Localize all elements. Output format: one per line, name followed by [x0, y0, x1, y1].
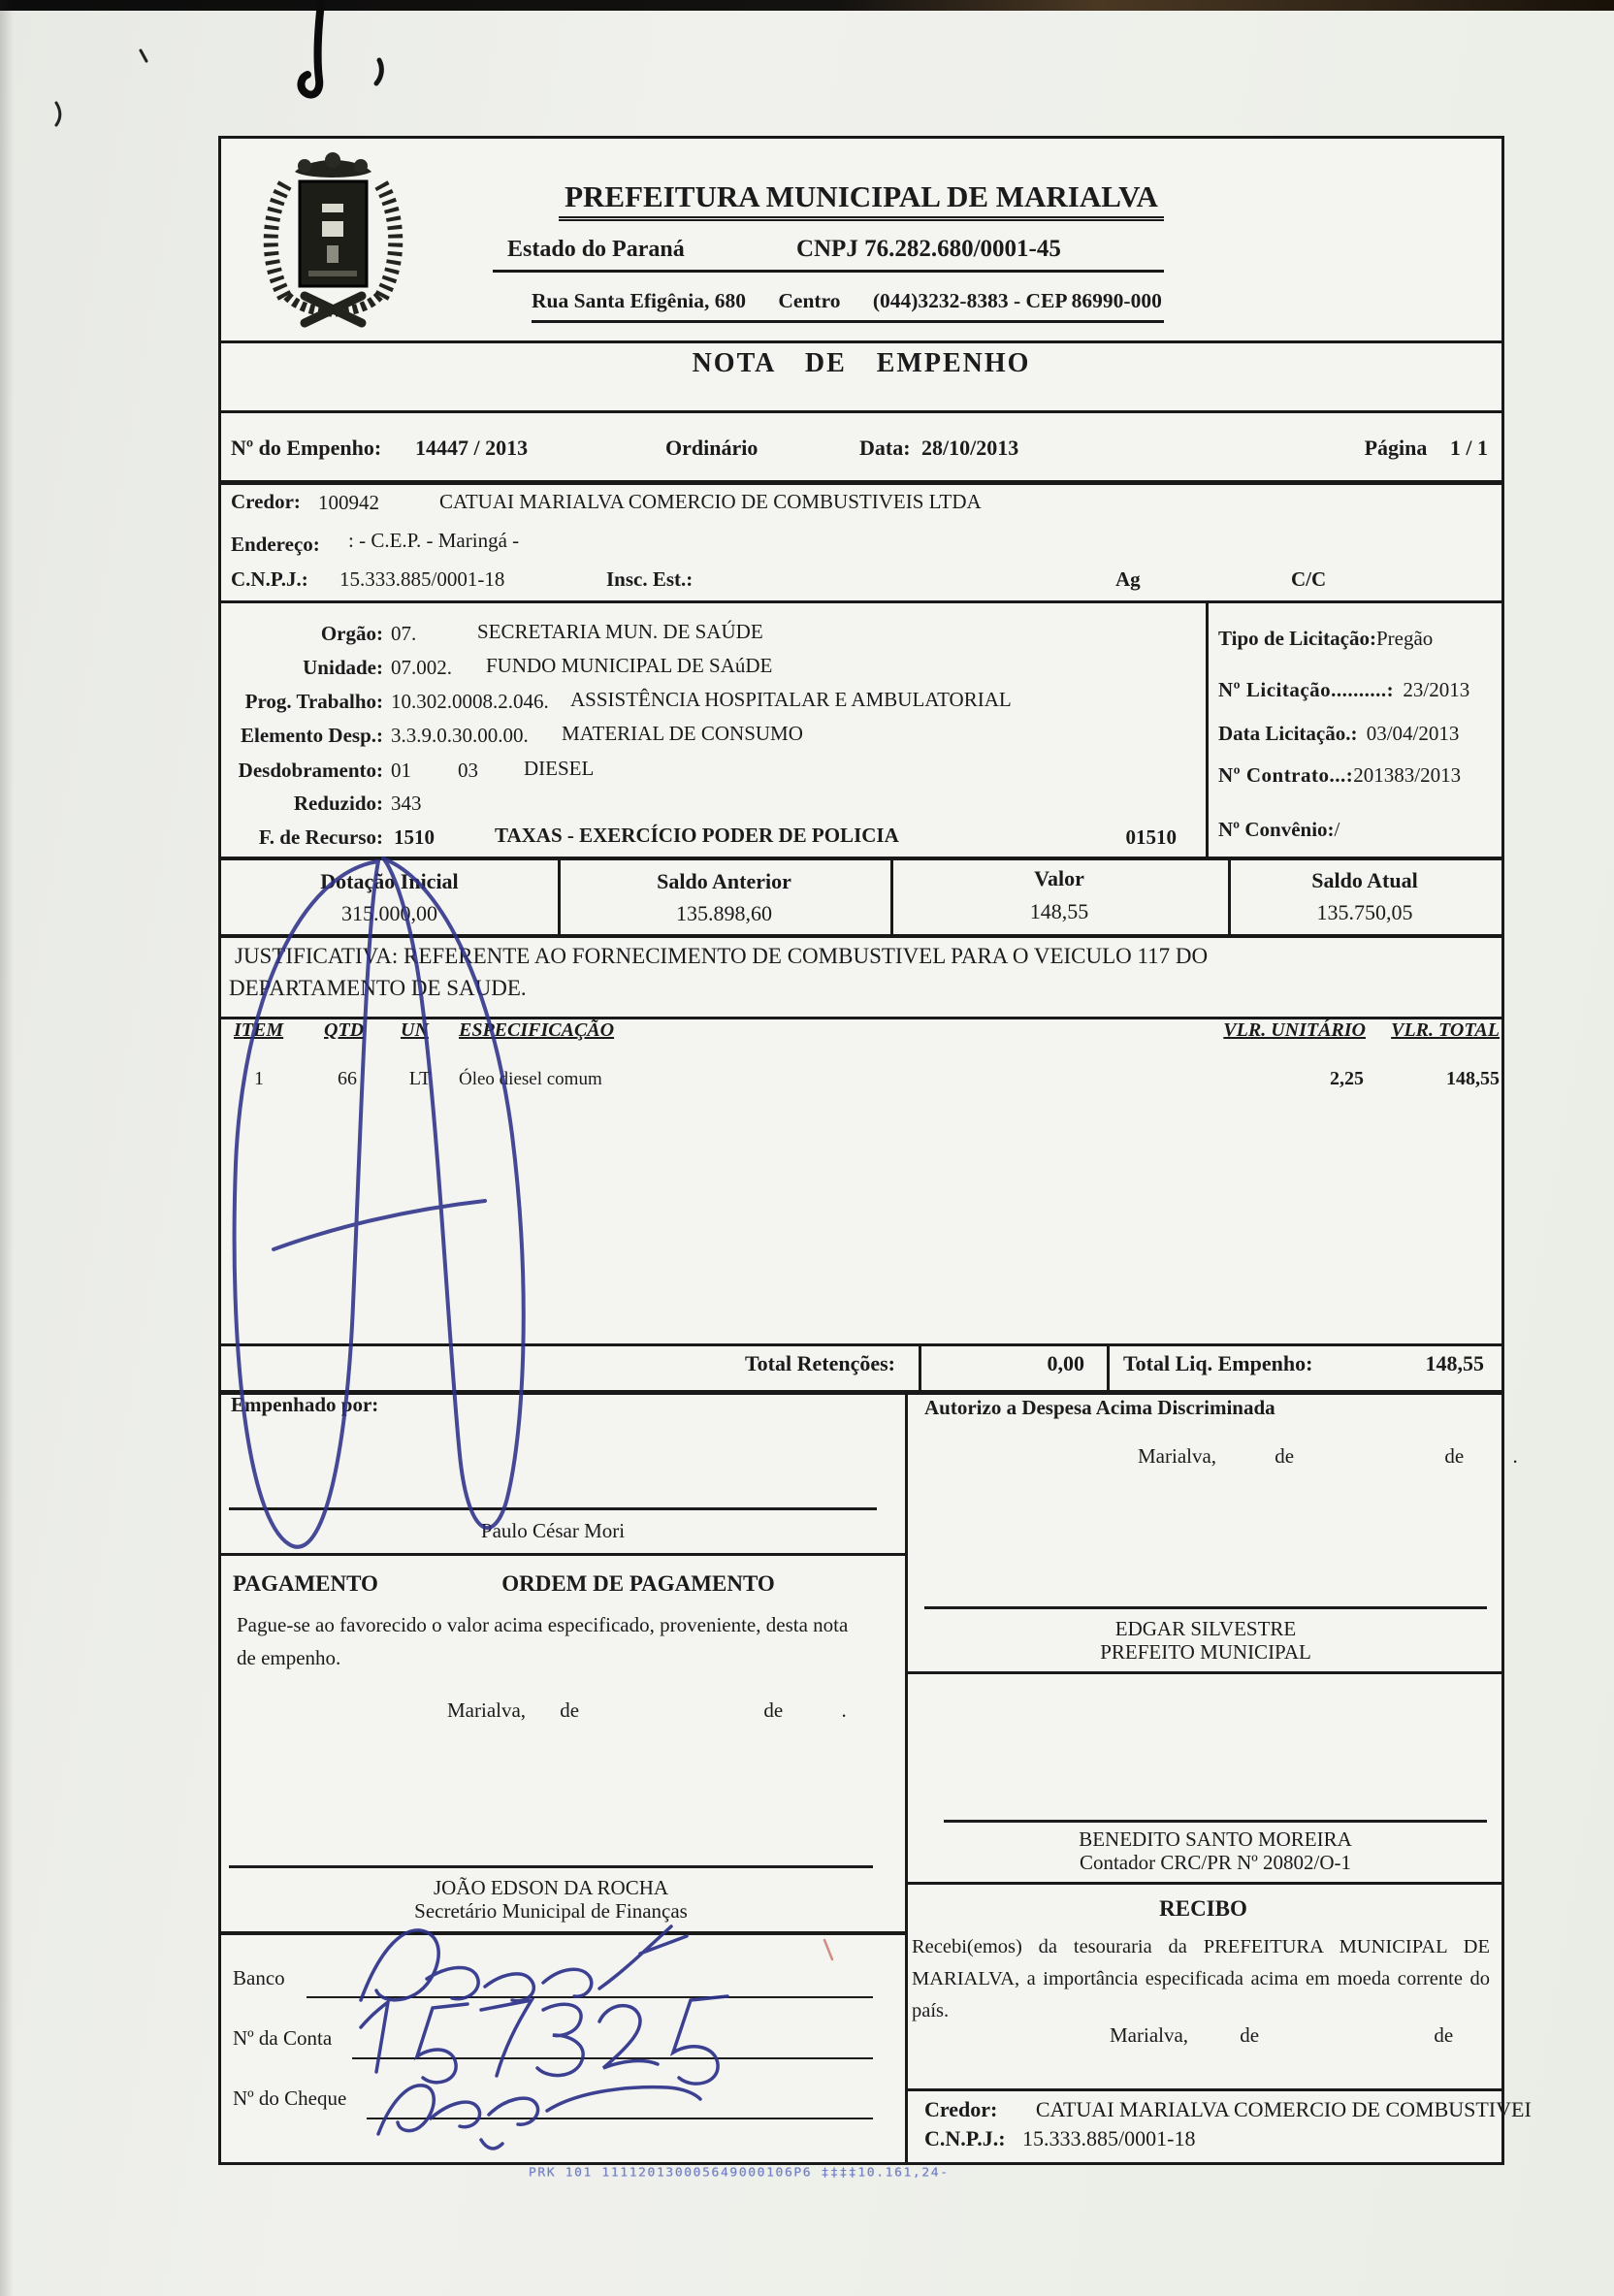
accountant-name: BENEDITO SANTO MOREIRA	[1079, 1827, 1352, 1851]
amount-col-header: Saldo Atual	[1311, 868, 1418, 892]
recibo-title: RECIBO	[1159, 1896, 1247, 1921]
nota-de-empenho-form	[218, 136, 1532, 2165]
budget-row-label: Unidade:	[303, 656, 383, 679]
budget-row-code: 343	[391, 792, 422, 815]
accountant-role: Contador CRC/PR Nº 20802/O-1	[1079, 1851, 1352, 1874]
dateline-city: Marialva,	[447, 1698, 527, 1722]
fonte-recurso-code: 01510	[1125, 825, 1177, 849]
dateline-de: de	[763, 1698, 784, 1722]
cc-label: C/C	[1291, 567, 1327, 591]
header-separator	[221, 340, 1501, 343]
dateline-de: de	[1240, 2023, 1260, 2047]
dateline-de: de	[1434, 2023, 1454, 2047]
empenho-type: Ordinário	[665, 436, 759, 460]
recibo-top-line	[905, 1882, 1501, 1885]
bottom-section-divider	[905, 1395, 908, 2162]
pagamento-dateline	[447, 1698, 847, 1723]
header-title-wrap	[425, 179, 1298, 214]
licitacao-contrato	[1218, 763, 1461, 788]
creditor-code: 100942	[318, 491, 379, 514]
signature-line	[229, 1507, 877, 1510]
bottom-credor-label: Credor:	[924, 2097, 998, 2121]
pagamento-top-line	[221, 1553, 905, 1556]
finance-secretary-name: JOÃO EDSON DA ROCHA	[433, 1876, 669, 1899]
budget-row-label: Reduzido:	[293, 792, 383, 815]
ordem-pagamento-title: ORDEM DE PAGAMENTO	[501, 1571, 775, 1596]
pagamento-title: PAGAMENTO	[233, 1571, 378, 1596]
banco-fill-line	[307, 1996, 873, 1998]
budget-row-code: 07.	[391, 622, 417, 645]
amount-col-value: 148,55	[1029, 899, 1089, 923]
dateline-de: de	[1444, 1444, 1465, 1468]
item-row-qtd: 66	[338, 1068, 357, 1089]
ink-speck-left	[141, 50, 146, 61]
licitacao-numero-label: Nº Licitação..........:	[1218, 678, 1395, 701]
empenho-number-label: Nº do Empenho:	[231, 436, 382, 460]
licitacao-contrato-label: Nº Contrato...:	[1218, 763, 1354, 787]
budget-row-code: 1510	[394, 825, 435, 849]
cheque-label: Nº do Cheque	[233, 2086, 347, 2110]
creditor-name: CATUAI MARIALVA COMERCIO DE COMBUSTIVEIS LTDA	[439, 490, 982, 513]
budget-row-code2: 03	[458, 759, 478, 782]
creditor-cnpj-label: C.N.P.J.:	[231, 567, 308, 591]
conta-fill-line	[352, 2057, 873, 2059]
licitacao-contrato-value: 201383/2013	[1353, 763, 1462, 787]
doc-title: NOTA DE EMPENHO	[692, 348, 1031, 378]
creditor-label: Credor:	[231, 490, 301, 513]
totals-divider-1	[919, 1346, 921, 1390]
total-retencoes-label: Total Retenções:	[745, 1351, 895, 1375]
licitacao-tipo	[1218, 627, 1433, 651]
machine-validation-print: PRK 101 111120130005649000106P6 ‡‡‡‡10.161,24-	[529, 2166, 950, 2181]
budget-row-label: Prog. Trabalho:	[244, 690, 383, 713]
item-col-header-qtd: QTD	[324, 1019, 365, 1041]
dateline-city: Marialva,	[1138, 1444, 1217, 1468]
autorizo-dateline	[1138, 1444, 1518, 1469]
mayor-role: PREFEITO MUNICIPAL	[1100, 1640, 1311, 1664]
page-indicator	[1365, 436, 1488, 461]
bottom-cnpj-label: C.N.P.J.:	[924, 2126, 1006, 2150]
item-row-unit-price: 2,25	[1330, 1068, 1364, 1089]
phone-cep-text: (044)3232-8383 - CEP 86990-000	[872, 289, 1162, 312]
total-liq-value: 148,55	[1425, 1351, 1484, 1375]
justification-line1: JUSTIFICATIVA: REFERENTE AO FORNECIMENTO DE COMBUSTIVEL PARA O VEICULO 117 DO	[235, 944, 1209, 968]
ink-j-mark	[301, 2, 321, 95]
justification-line2: DEPARTAMENTO DE SAUDE.	[229, 976, 527, 1000]
bottom-cnpj-row	[924, 2126, 1195, 2151]
amount-col-header: Valor	[1034, 866, 1084, 890]
scan-top-edge-artifact	[0, 0, 1614, 11]
budget-row-desc: MATERIAL DE CONSUMO	[562, 722, 803, 745]
insc-est-label: Insc. Est.:	[606, 567, 694, 591]
recibo-dateline	[1110, 2023, 1453, 2048]
item-col-header-vlr-total: VLR. TOTAL	[1391, 1019, 1500, 1041]
recibo-text: Recebi(emos) da tesouraria da PREFEITURA MUNICIPAL DE MARIALVA, a importância especificada acima em moeda corrente do país.	[912, 1936, 1490, 2021]
budget-row-code: 07.002.	[391, 656, 452, 679]
empenhado-por-label: Empenhado por:	[231, 1393, 379, 1416]
total-retencoes-value: 0,00	[1047, 1351, 1084, 1375]
header-cnpj: CNPJ 76.282.680/0001-45	[795, 236, 1061, 262]
street-text: Rua Santa Efigênia, 680	[532, 289, 747, 312]
budget-row-desc: ASSISTÊNCIA HOSPITALAR E AMBULATORIAL	[570, 688, 1012, 711]
creditor-bottom-line	[221, 600, 1501, 603]
dateline-dot: .	[1512, 1444, 1518, 1468]
licitacao-tipo-label: Tipo de Licitação:	[1218, 627, 1376, 650]
dateline-de: de	[1275, 1444, 1295, 1468]
item-row-number: 1	[254, 1068, 264, 1089]
bottom-credor-row	[924, 2097, 1532, 2122]
amount-col-header: Saldo Anterior	[657, 869, 791, 893]
budget-row-label: Orgão:	[320, 622, 383, 645]
dateline-de: de	[560, 1698, 580, 1722]
mayor-name: EDGAR SILVESTRE	[1114, 1617, 1297, 1640]
budget-row-desc: FUNDO MUNICIPAL DE SAúDE	[486, 654, 773, 677]
cheque-fill-line	[367, 2118, 873, 2119]
signature-line	[924, 1606, 1487, 1609]
bottom-credor-top-line	[905, 2088, 1501, 2091]
autorizo-title: Autorizo a Despesa Acima Discriminada	[924, 1396, 1275, 1419]
budget-row-label: Elemento Desp.:	[241, 724, 383, 747]
licitacao-convenio	[1218, 818, 1340, 842]
page-value: 1 / 1	[1449, 436, 1488, 460]
totals-divider-2	[1107, 1346, 1110, 1390]
budget-row-label: F. de Recurso:	[258, 825, 383, 849]
budget-bottom-line	[221, 857, 1501, 860]
amount-col-header: Dotação Inicial	[320, 869, 459, 893]
ag-label: Ag	[1115, 567, 1141, 591]
dateline-city: Marialva,	[1110, 2023, 1189, 2047]
licitacao-tipo-value: Pregão	[1375, 627, 1434, 650]
licitacao-convenio-label: Nº Convênio:	[1218, 818, 1335, 841]
ink-speck-corner	[56, 103, 60, 125]
conta-label: Nº da Conta	[233, 2026, 333, 2050]
ordem-pagamento-text: Pague-se ao favorecido o valor acima especificado, proveniente, desta nota de empenho.	[237, 1613, 849, 1669]
licitacao-convenio-value: /	[1334, 818, 1340, 841]
page-label: Página	[1364, 436, 1428, 460]
district-text: Centro	[778, 289, 841, 312]
finance-secretary-role: Secretário Municipal de Finanças	[414, 1899, 688, 1923]
cheque-section-top-line	[221, 1931, 905, 1935]
page-title: PREFEITURA MUNICIPAL DE MARIALVA	[559, 179, 1164, 221]
state-label: Estado do Paraná	[507, 237, 685, 262]
licitacao-numero	[1218, 678, 1469, 702]
budget-row-code: 01	[391, 759, 411, 782]
amount-col-value: 135.750,05	[1316, 900, 1413, 924]
budget-row-desc: SECRETARIA MUN. DE SAÚDE	[477, 620, 763, 643]
amount-col-value: 315.000,00	[341, 901, 437, 925]
item-row-un: LT	[408, 1068, 432, 1089]
total-liq-label: Total Liq. Empenho:	[1123, 1351, 1313, 1375]
banco-label: Banco	[233, 1966, 285, 1989]
scan-left-edge-shadow	[0, 0, 14, 2296]
item-row-total: 148,55	[1446, 1068, 1500, 1089]
budget-row-code: 10.302.0008.2.046.	[391, 690, 549, 713]
amount-col-value: 135.898,60	[676, 901, 772, 925]
budget-row-code: 3.3.9.0.30.00.00.	[391, 724, 529, 747]
doc-title-bottom-line	[221, 410, 1501, 413]
bottom-cnpj-value: 15.333.885/0001-18	[1022, 2126, 1196, 2150]
empenho-number-value: 14447 / 2013	[415, 436, 529, 460]
signature-line	[229, 1865, 873, 1868]
ink-apostrophe-mark	[376, 60, 381, 83]
dateline-dot: .	[841, 1698, 847, 1722]
empenhado-signer-name: Paulo César Mori	[480, 1519, 626, 1542]
bottom-credor-value: CATUAI MARIALVA COMERCIO DE COMBUSTIVEI	[1035, 2097, 1532, 2121]
item-col-header-espec: ESPECIFICAÇÃO	[459, 1019, 615, 1041]
creditor-address-value: : - C.E.P. - Maringá -	[348, 529, 520, 552]
amounts-bottom-line	[221, 934, 1501, 938]
licitacao-numero-value: 23/2013	[1403, 678, 1470, 701]
mayor-section-bottom-line	[905, 1671, 1501, 1674]
budget-row-desc: TAXAS - EXERCÍCIO PODER DE POLICIA	[495, 824, 899, 847]
budget-row-label: Desdobramento:	[238, 759, 383, 782]
item-row-spec: Óleo diesel comum	[459, 1069, 602, 1089]
item-col-header-un: UN	[401, 1019, 429, 1041]
municipal-crest-logo	[258, 150, 408, 344]
empenho-row-bottom-line	[221, 480, 1501, 485]
creditor-cnpj-value: 15.333.885/0001-18	[339, 567, 505, 591]
budget-row-desc: DIESEL	[524, 757, 595, 780]
licitacao-column-divider	[1206, 603, 1209, 857]
licitacao-data-label: Data Licitação.:	[1218, 722, 1358, 745]
signature-line	[944, 1820, 1487, 1823]
header-state-line	[493, 236, 1164, 273]
date-value: 28/10/2013	[921, 436, 1019, 460]
item-col-header-vlr-unitario: VLR. UNITÁRIO	[1223, 1019, 1366, 1041]
date-label: Data:	[859, 436, 911, 460]
totals-bottom-line	[221, 1390, 1501, 1395]
totals-top-line	[221, 1343, 1501, 1346]
licitacao-data-value: 03/04/2013	[1366, 722, 1460, 745]
item-col-header-item: ITEM	[234, 1019, 284, 1041]
header-address-line	[532, 289, 1164, 323]
creditor-address-label: Endereço:	[231, 533, 320, 556]
empenho-date	[859, 436, 1018, 461]
licitacao-data	[1218, 722, 1459, 746]
